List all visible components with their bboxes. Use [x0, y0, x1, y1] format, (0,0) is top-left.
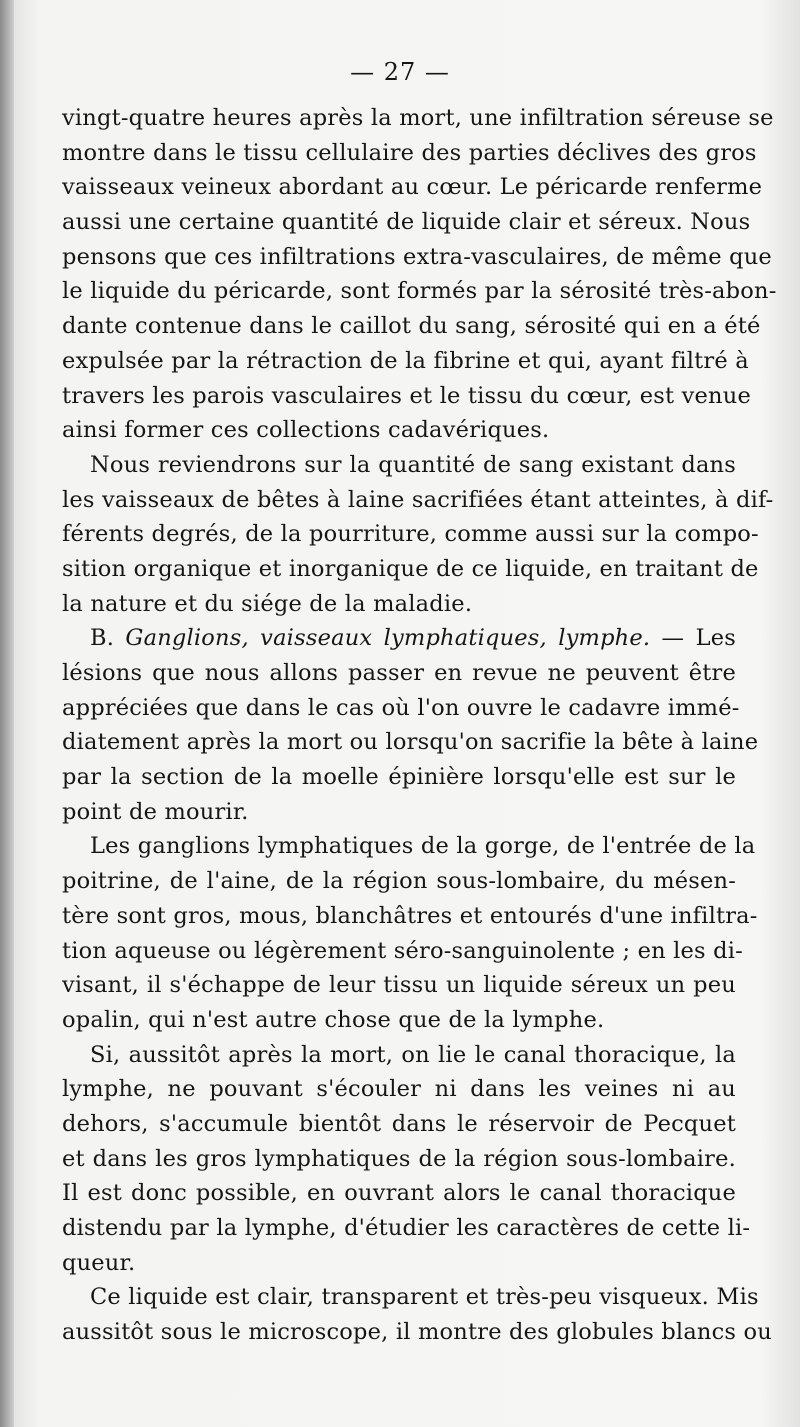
text-line: les vaisseaux de bêtes à laine sacrifiées étant atteintes, à dif-: [62, 486, 774, 513]
body-text: [62, 101, 777, 1350]
text-line: férents degrés, de la pourriture, comme aussi sur la compo-: [62, 521, 759, 548]
page-number: — 27 —: [350, 58, 450, 86]
text-line: point de mourir.: [62, 798, 249, 825]
text-line: expulsée par la rétraction de la fibrine et qui, ayant filtré à: [62, 347, 749, 374]
text-line: tion aqueuse ou légèrement séro-sanguinolente ; en les di-: [62, 937, 743, 964]
text-line: poitrine, de l'aine, de la région sous-lombaire, du mésen-: [62, 868, 736, 895]
text-line: ainsi former ces collections cadavériques.: [62, 417, 550, 444]
text-line: montre dans le tissu cellulaire des parties déclives des gros: [62, 139, 757, 166]
section-heading-line: [62, 621, 736, 656]
text-line: dehors, s'accumule bientôt dans le réservoir de Pecquet: [62, 1110, 736, 1137]
text-line: dante contenue dans le caillot du sang, sérosité qui en a été: [62, 313, 761, 340]
text-line: et dans les gros lymphatiques de la région sous-lombaire.: [62, 1145, 736, 1172]
text-line: Il est donc possible, en ouvrant alors le canal thoracique: [62, 1180, 736, 1207]
text-line: sition organique et inorganique de ce liquide, en traitant de: [62, 555, 759, 582]
text-line: vingt-quatre heures après la mort, une infiltration séreuse se: [62, 105, 774, 131]
text-line: appréciées que dans le cas où l'on ouvre le cadavre immé-: [62, 694, 740, 721]
text-line: queur.: [62, 1249, 136, 1276]
text-line: Les ganglions lymphatiques de la gorge, de l'entrée de la: [90, 833, 756, 860]
text-line: tère sont gros, mous, blanchâtres et entourés d'une infiltra-: [62, 902, 758, 929]
text-line: la nature et du siége de la maladie.: [62, 590, 473, 617]
text-line: pensons que ces infiltrations extra-vasculaires, de même que: [62, 243, 772, 270]
text-line: aussitôt sous le microscope, il montre des globules blancs ou: [62, 1319, 772, 1346]
text-line: le liquide du péricarde, sont formés par la sérosité très-abon-: [62, 278, 777, 305]
text-line: Nous reviendrons sur la quantité de sang existant dans: [90, 451, 736, 478]
text-line: Si, aussitôt après la mort, on lie le canal thoracique, la: [90, 1041, 736, 1068]
text-line: vaisseaux veineux abordant au cœur. Le péricarde renferme: [62, 174, 763, 201]
section-label: B.: [90, 625, 115, 652]
text-line: distendu par la lymphe, d'étudier les caractères de cette li-: [62, 1215, 751, 1241]
text-line: lymphe, ne pouvant s'écouler ni dans les veines ni au: [62, 1076, 736, 1103]
text-line: Ce liquide est clair, transparent et très-peu visqueux. Mis: [90, 1284, 759, 1311]
section-title: Ganglions, vaisseaux lymphatiques, lymphe.: [125, 625, 651, 652]
text-line: opalin, qui n'est autre chose que de la lymphe.: [62, 1006, 605, 1033]
page-spine-shadow: [0, 0, 14, 1427]
text-line: par la section de la moelle épinière lorsqu'elle est sur le: [62, 764, 736, 791]
section-title-continuation: — Les: [650, 625, 736, 652]
text-line: lésions que nous allons passer en revue ne peuvent être: [62, 660, 736, 686]
text-line: aussi une certaine quantité de liquide clair et séreux. Nous: [62, 209, 751, 236]
text-line: travers les parois vasculaires et le tissu du cœur, est venue: [62, 382, 751, 409]
text-line: visant, il s'échappe de leur tissu un liquide séreux un peu: [62, 972, 736, 999]
text-line: diatement après la mort ou lorsqu'on sacrifie la bête à laine: [62, 729, 759, 756]
